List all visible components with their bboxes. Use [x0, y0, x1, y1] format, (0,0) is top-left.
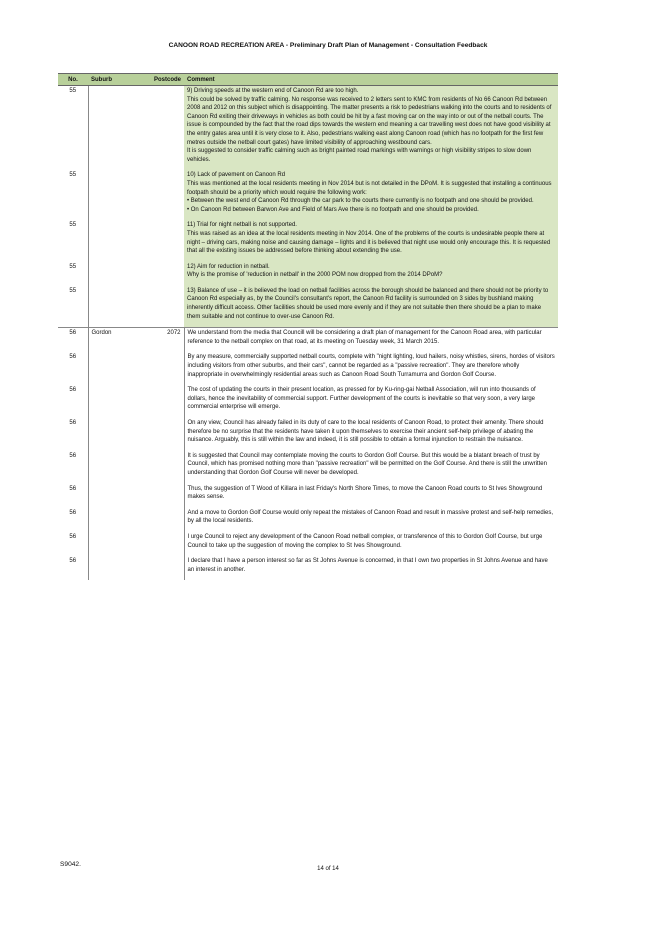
row-postcode: 2072: [145, 328, 184, 353]
row-suburb: [88, 451, 145, 484]
table-row: [58, 508, 558, 532]
row-postcode: [145, 451, 184, 484]
document-id: S9042.: [60, 861, 81, 868]
row-number: 56: [69, 452, 77, 459]
table-row: [58, 352, 558, 385]
row-suburb: [88, 286, 145, 328]
row-number: 55: [69, 88, 77, 94]
row-comment: [184, 170, 558, 220]
row-comment: [184, 328, 558, 353]
row-number: 55: [69, 287, 77, 294]
comment-line: Thus, the suggestion of T Wood of Killara in last Friday's North Shore Times, to move the Canoon Road courts to St Ives Showground makes sense.: [187, 485, 543, 501]
row-suburb: [88, 385, 145, 418]
row-comment: [184, 220, 558, 261]
row-suburb: [88, 484, 145, 508]
column-header-no: No.: [58, 74, 88, 86]
table-row: [58, 86, 558, 171]
column-header-suburb: Suburb: [88, 74, 145, 86]
table-row: [58, 556, 558, 580]
row-suburb: [88, 556, 145, 580]
row-number: 55: [69, 172, 77, 179]
row-postcode: [145, 418, 184, 451]
row-comment: [184, 385, 558, 418]
row-postcode: [145, 385, 184, 418]
table-row: [58, 262, 558, 286]
table-row: [58, 220, 558, 261]
row-number: 56: [69, 558, 77, 565]
table-row: [58, 286, 558, 328]
row-comment: [184, 286, 558, 328]
table-row: [58, 418, 558, 451]
page-number: 14 of 14: [317, 866, 339, 872]
row-comment: [184, 484, 558, 508]
row-suburb: [88, 86, 145, 171]
row-suburb: [88, 262, 145, 286]
comment-line: This was mentioned at the local residents meeting in Nov 2014 but is not detailed in the DPoM. It is suggested that installing a continuous footpath should be a priority which would require the following work:: [187, 180, 552, 196]
row-postcode: [145, 86, 184, 171]
table-row: [58, 451, 558, 484]
row-comment: [184, 86, 558, 171]
row-postcode: [145, 556, 184, 580]
column-header-comment: Comment: [184, 74, 558, 86]
table-row: [58, 532, 558, 556]
row-postcode: [145, 262, 184, 286]
row-postcode: [145, 484, 184, 508]
comment-line: 10) Lack of pavement on Canoon Rd: [187, 172, 286, 179]
row-number: 56: [69, 354, 77, 361]
comment-line: 9) Driving speeds at the western end of Canoon Rd are too high.: [187, 88, 359, 94]
table-row: [58, 170, 558, 220]
row-suburb: Gordon: [88, 328, 145, 353]
comment-line: Why is the promise of 'reduction in netball' in the 2000 POM now dropped from the 2014 DPoM?: [187, 272, 443, 279]
row-number: 56: [69, 533, 77, 540]
row-postcode: [145, 532, 184, 556]
comment-line: 13) Balance of use – it is believed the load on netball facilities across the borough should be balanced and there should not be priority to Canoon Rd especially as, by the Council's consultant's report, the Canoon Rd facility is surrounded on 3 sides by bushland making inherently difficult access. Other facilities should be used more evenly and if they are not suitable then there should be a plan to make them suitable and not continue to over-use Canoon Rd.: [187, 287, 549, 320]
column-header-postcode: Postcode: [145, 74, 184, 86]
row-suburb: [88, 532, 145, 556]
comment-line: This was raised as an idea at the local residents meeting in Nov 2014. One of the problems of the courts is undesirable people there at night – driving cars, making noise and causing damage – lights and it is believed that night use would only encourage this. It is requested that all the existing issues be addressed before thinking about extending the use.: [187, 230, 551, 255]
row-comment: [184, 451, 558, 484]
comment-line: • Between the west end of Canoon Rd through the car park to the courts there currently is no footpath and one should be provided.: [187, 198, 534, 205]
comment-line: The cost of updating the courts in their present location, as pressed for by Ku-ring-gai Netball Association, will run into thousands of dollars, hence the inevitability of commercial support. Further development of the courts is inevitable so that very soon, a very large commercial enterprise will emerge.: [187, 387, 536, 411]
comment-line: On any view, Council has already failed in its duty of care to the local residents of Canoon Road, to protect their amenity. There should therefore be no surprise that the residents have taken it upon themselves to exercise their ancient self-help privilege of abating the nuisance. Arguably, this is still within the law and indeed, it is still possible to obtain a formal injunction to restrain the nuisance.: [187, 420, 544, 444]
comment-line: This could be solved by traffic calming. No response was received to 2 letters sent to KMC from residents of No 66 Canoon Rd between 2008 and 2012 on this subject which is disappointing. The matter presents a risk to pedestrians walking into the courts and to residents of Canoon Rd exiting their driveways in vehicles as both could be hit by a fast moving car on the way into or out of the netball courts. The issue is compounded by the fact that the road dips towards the western end meaning a car travelling west does not have good visibility at the entry gates area until it is very close to it. Also, pedestrians walking east along Canoon road (which has no footpath for the first few metres outside the netball court gates) have limited visibility of approaching westbound cars.: [187, 96, 552, 146]
row-number: 56: [69, 509, 77, 516]
row-number: 56: [69, 485, 77, 492]
comment-line: And a move to Gordon Golf Course would only repeat the mistakes of Canoon Road and result in massive protest and self-help remedies, by all the local residents.: [187, 509, 554, 525]
row-postcode: [145, 352, 184, 385]
row-comment: [184, 556, 558, 580]
comment-line: It is suggested that Council may contemplate moving the courts to Gordon Golf Course. But this would be a blatant breach of trust by Council, which has promised nothing more than "passive recreation" will be permitted on the Golf Course. And there is still the unwritten understanding that Gordon Golf Course will never be developed.: [187, 452, 547, 476]
table-row: [58, 385, 558, 418]
page-title: CANOON ROAD RECREATION AREA - Preliminary Draft Plan of Management - Consultation Feedback: [168, 42, 488, 49]
row-comment: [184, 262, 558, 286]
row-comment: [184, 532, 558, 556]
feedback-table: [58, 73, 558, 580]
comment-line: By any measure, commercially supported netball courts, complete with "night lighting, loud hailers, noisy whistles, sirens, hordes of visitors including visitors from other suburbs, and their cars", cannot be regarded as a "passive recreation". They are therefore wholly inappropriate in overwhelmingly residential areas such as Canoon Road South Turramurra and Gordon Golf Course.: [187, 354, 555, 378]
row-number: 56: [58, 328, 88, 353]
comment-line: I urge Council to reject any development of the Canoon Road netball complex, or transference of this to Gordon Golf Course, but urge Council to take up the suggestion of moving the complex to St Ives Showground.: [187, 533, 543, 549]
row-comment: [184, 352, 558, 385]
row-postcode: [145, 220, 184, 261]
row-suburb: [88, 418, 145, 451]
row-comment: [184, 418, 558, 451]
table-row: [58, 484, 558, 508]
row-suburb: [88, 352, 145, 385]
row-comment: [184, 508, 558, 532]
comment-line: We understand from the media that Councill will be considering a draft plan of management for the Canoon Road area, with particular reference to the netball complex on that road, at its meeting on Tuesday week, 31 March 2015.: [187, 330, 542, 345]
comment-line: It is suggested to consider traffic calming such as bright painted road markings with warnings or high visibility stripes to slow down vehicles.: [187, 148, 532, 163]
table-header-row: [58, 74, 558, 86]
table-row: [58, 328, 558, 353]
row-postcode: [145, 508, 184, 532]
row-postcode: [145, 170, 184, 220]
row-number: 55: [69, 222, 77, 229]
row-postcode: [145, 286, 184, 328]
comment-line: 11) Trial for night netball is not supported.: [187, 222, 297, 229]
row-number: 56: [69, 420, 77, 426]
comment-line: 12) Aim for reduction in netball.: [187, 263, 270, 270]
row-suburb: [88, 170, 145, 220]
row-number: 56: [69, 387, 77, 394]
comment-line: • On Canoon Rd between Barwon Ave and Field of Mars Ave there is no footpath and one should be provided.: [187, 206, 479, 213]
row-suburb: [88, 220, 145, 261]
comment-line: I declare that I have a person interest so far as St Johns Avenue is concerned, in that I own two properties in St Johns Avenue and have an interest in another.: [187, 558, 548, 573]
row-suburb: [88, 508, 145, 532]
row-number: 55: [69, 263, 77, 270]
